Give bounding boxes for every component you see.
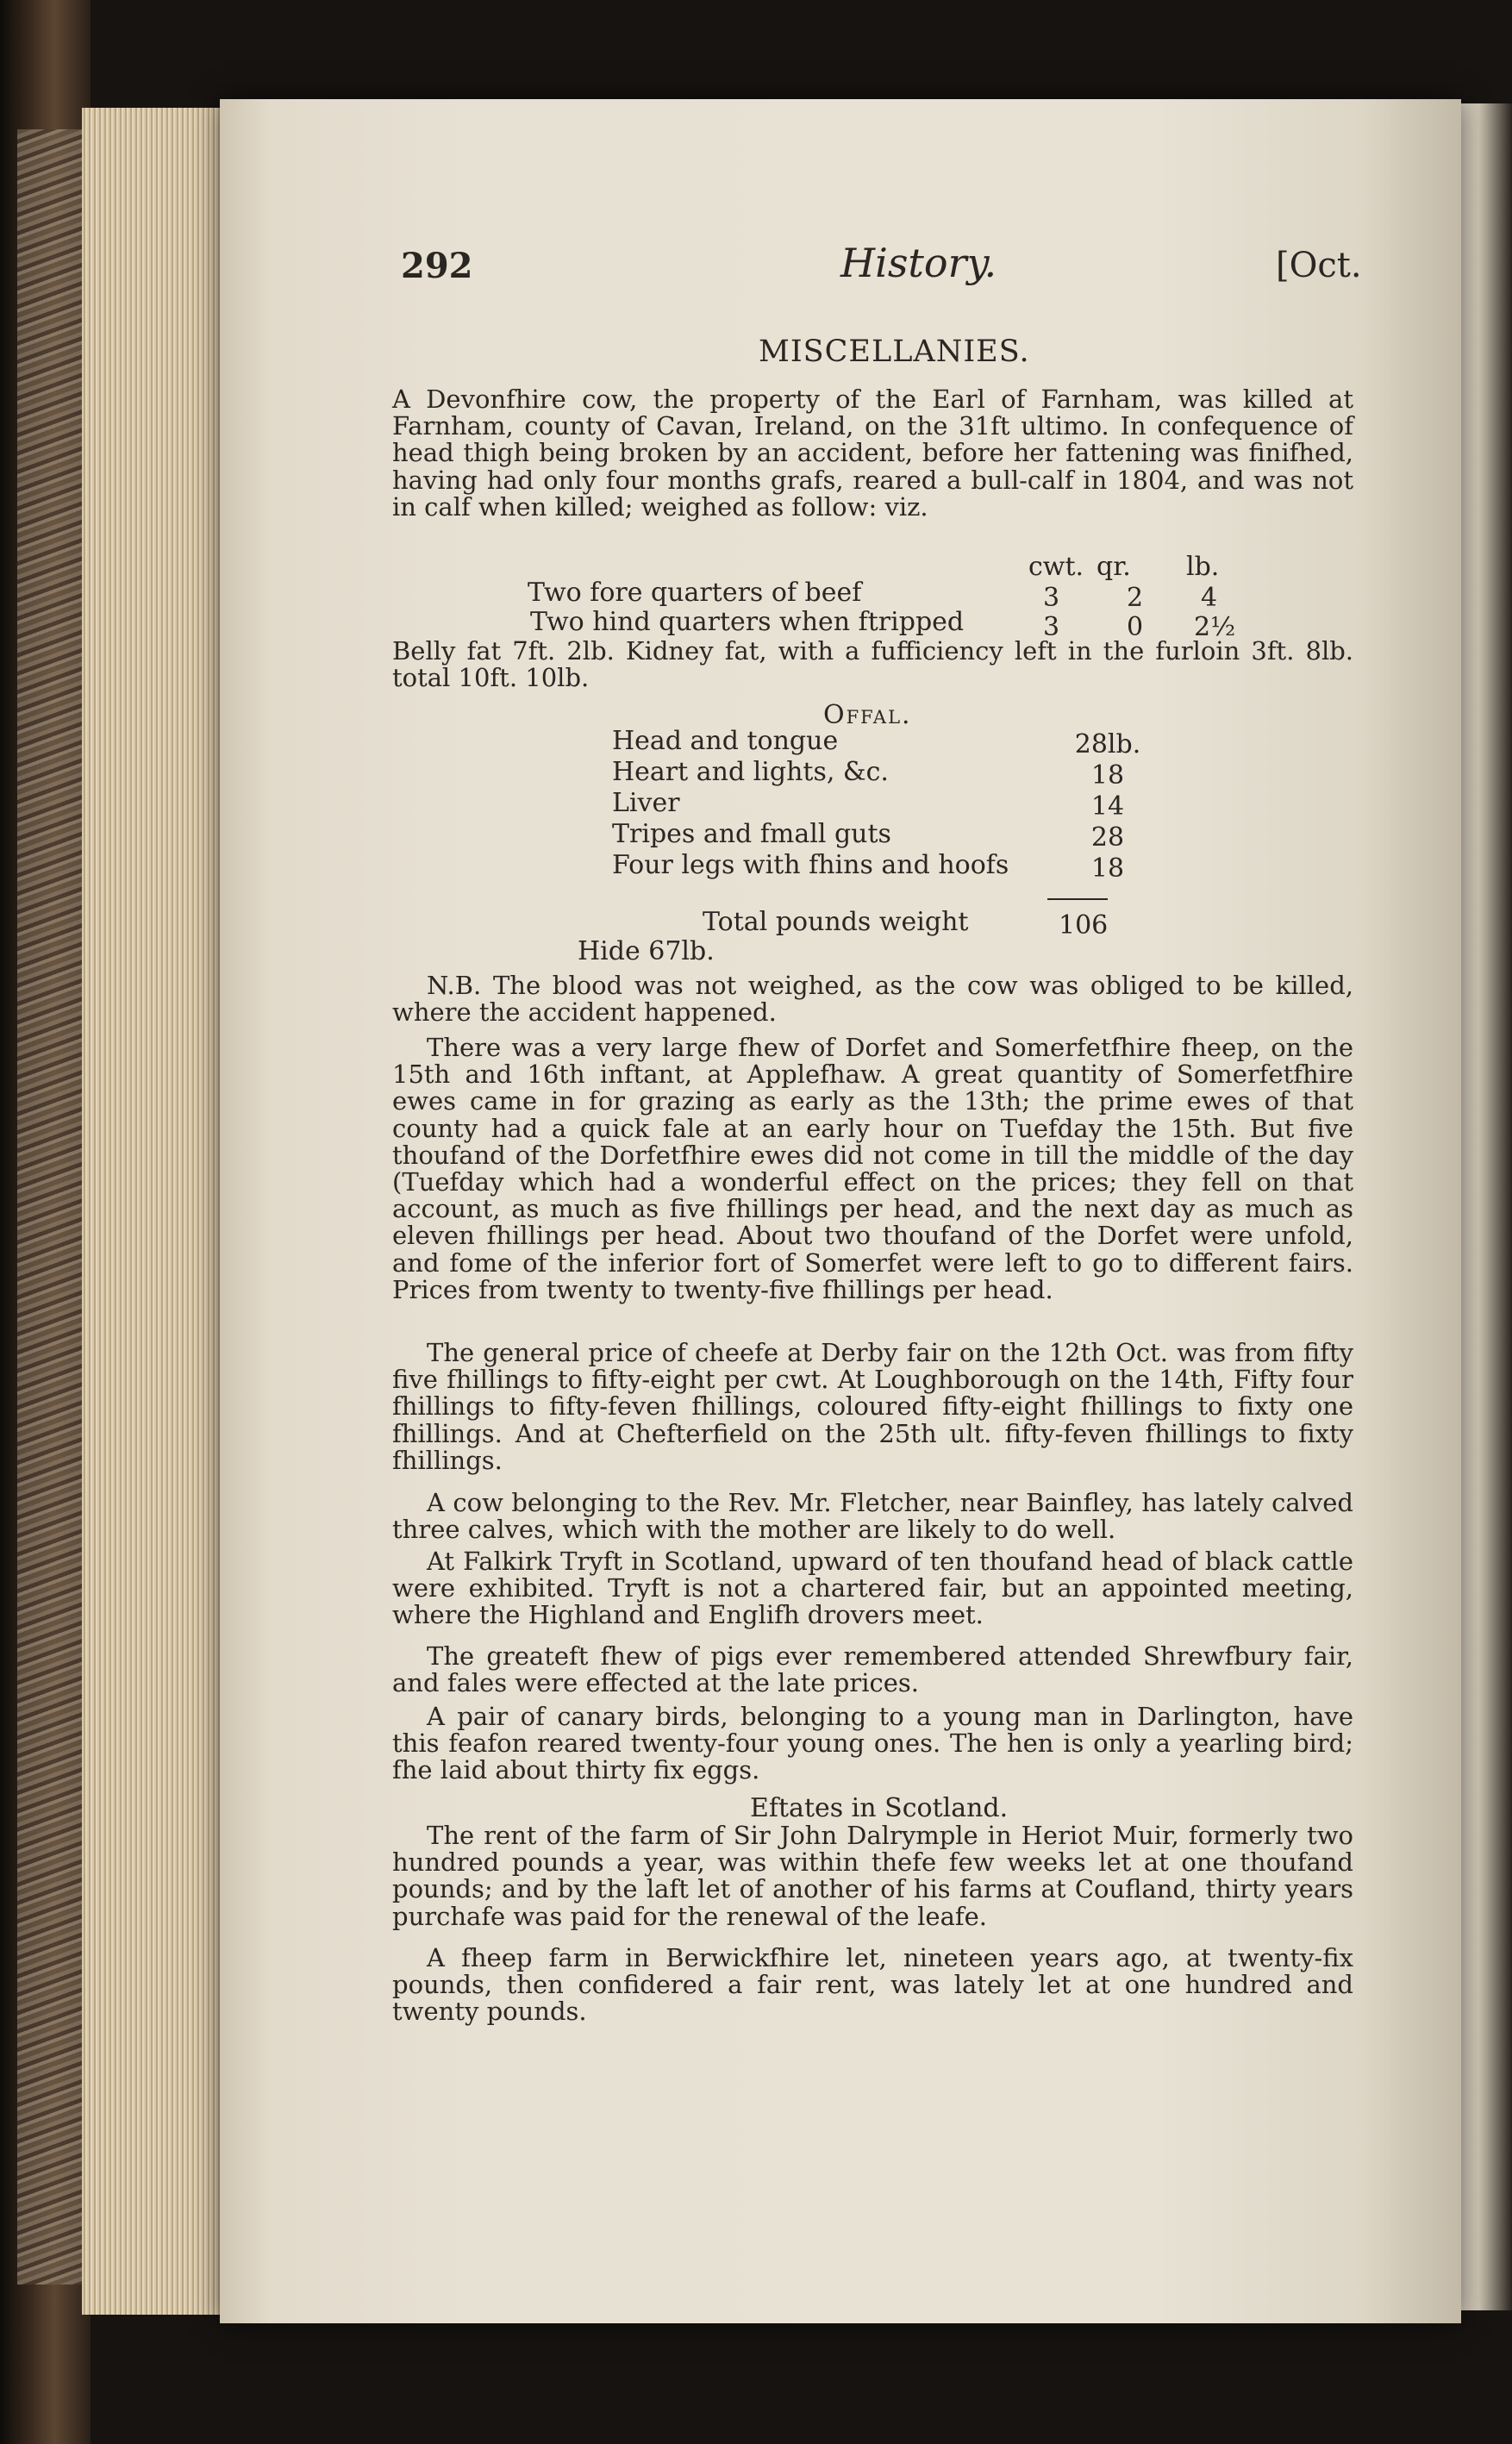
intro-paragraph: A Devonfhire cow, the property of the Earl of Farnham, was killed at Farnham, county of Cavan, Ireland, on the 31ft ultimo. In confequence of head thigh being broken by an accident, before her fattening was finifhed, having had only four months grafs, reared a bull-calf in 1804, and was not in calf when killed; weighed as follow: viz. — [392, 384, 1353, 522]
page-number: 292 — [401, 246, 473, 286]
dorset-sheep-paragraph: There was a very large fhew of Dorfet and Somerfetfhire fheep, on the 15th and 16th inftant, at Applefhaw. A great quantity of Somerfetfhire ewes came in for grazing as early as the 13th; the prime ewes of that county had a quick fale at an early hour on Tuefday the 15th. But five thoufand of the Dorfetfhire ewes did not come in till the middle of the day (Tuefday which had a wonderful effect on the prices; they fell on that account, as much as five fhillings per head, and the next day as much as eleven fhillings per head. About two thoufand of the Dorfet were unfold, and fome of the inferior fort of Somerfet were left to go to different fairs. Prices from twenty to twenty-five fhillings per head. — [392, 1033, 1353, 1304]
offal-item-label: Tripes and fmall guts — [612, 819, 891, 849]
offal-item-label: Head and tongue — [612, 726, 839, 756]
quarter-row-qr: 0 — [1127, 612, 1144, 642]
fletcher-cow-paragraph: A cow belonging to the Rev. Mr. Fletcher, near Bainfley, has lately calved three calves, which with the mother are likely to do well. — [392, 1488, 1353, 1545]
quarter-row-cwt: 3 — [1043, 612, 1060, 642]
quarter-row-label: Two fore quarters of beef — [528, 578, 862, 608]
belly-fat-paragraph: Belly fat 7ft. 2lb. Kidney fat, with a fufficiency left in the furloin 3ft. 8lb. total 10ft. 10lb. — [392, 636, 1353, 693]
canary-birds-paragraph: A pair of canary birds, belonging to a young man in Darlington, have this feafon reared twenty-four young ones. The hen is only a yearling bird; fhe laid about thirty fix eggs. — [392, 1702, 1353, 1785]
running-head: History. — [840, 240, 997, 286]
total-label: Total pounds weight — [703, 907, 969, 937]
offal-item-label: Liver — [612, 788, 680, 818]
hide-weight: Hide 67lb. — [578, 936, 715, 966]
offal-item-value: 18 — [1090, 853, 1125, 884]
total-value: 106 — [1059, 910, 1109, 941]
quarter-row-label: Two hind quarters when ftripped — [530, 607, 965, 637]
quarter-row-qr: 2 — [1127, 583, 1144, 613]
total-rule — [1047, 898, 1108, 900]
page-stack-edge — [82, 108, 228, 2315]
unit-lb: lb. — [1186, 552, 1220, 582]
offal-item-label: Four legs with fhins and hoofs — [612, 850, 1009, 880]
dalrymple-farm-paragraph: The rent of the farm of Sir John Dalrymple in Heriot Muir, formerly two hundred pounds a year, was within thefe few weeks let at one thoufand pounds; and by the laft let of another of his farms at Coufland, thirty years purchafe was paid for the renewal of the leafe. — [392, 1821, 1353, 1931]
offal-item-label: Heart and lights, &c. — [612, 757, 889, 787]
unit-qr: qr. — [1097, 552, 1131, 582]
offal-item-value: 18 — [1090, 760, 1125, 791]
nb-paragraph: N.B. The blood was not weighed, as the cow was obliged to be killed, where the accident happened. — [392, 971, 1353, 1028]
sheep-farm-paragraph: A fheep farm in Berwickfhire let, nineteen years ago, at twenty-fix pounds, then confidered a fair rent, was lately let at one hundred and twenty pounds. — [392, 1943, 1353, 2027]
shrewsbury-pigs-paragraph: The greateft fhew of pigs ever remembered attended Shrewfbury fair, and fales were effected at the late prices. — [392, 1641, 1353, 1698]
falkirk-tryst-paragraph: At Falkirk Tryft in Scotland, upward of ten thoufand head of black cattle were exhibited. Tryft is not a chartered fair, but an appointed meeting, where the Highland and Englifh drovers meet. — [392, 1547, 1353, 1630]
estates-heading: Eftates in Scotland. — [750, 1793, 1009, 1823]
marbled-edge — [17, 129, 82, 2285]
month-mark: [Oct. — [1276, 246, 1362, 285]
quarter-row-cwt: 3 — [1043, 583, 1060, 613]
offal-heading: Offal. — [823, 700, 912, 730]
right-page-edge — [1457, 103, 1512, 2310]
unit-cwt: cwt. — [1028, 552, 1084, 582]
offal-item-value: 14 — [1090, 791, 1125, 822]
quarter-row-lb: 4 — [1201, 583, 1218, 613]
section-title: MISCELLANIES. — [759, 334, 1030, 369]
quarter-row-lb: 2½ — [1194, 612, 1236, 642]
offal-item-value: 28 — [1090, 822, 1125, 853]
offal-item-value: 28lb. — [1074, 729, 1141, 759]
cheese-price-paragraph: The general price of cheefe at Derby fair on the 12th Oct. was from fifty five fhillings to fifty-eight per cwt. At Loughborough on the 14th, Fifty four fhillings to fifty-feven fhillings, coloured fifty-eight fhillings to fixty one fhillings. And at Chefterfield on the 25th ult. fifty-feven fhillings to fixty fhillings. — [392, 1338, 1353, 1475]
